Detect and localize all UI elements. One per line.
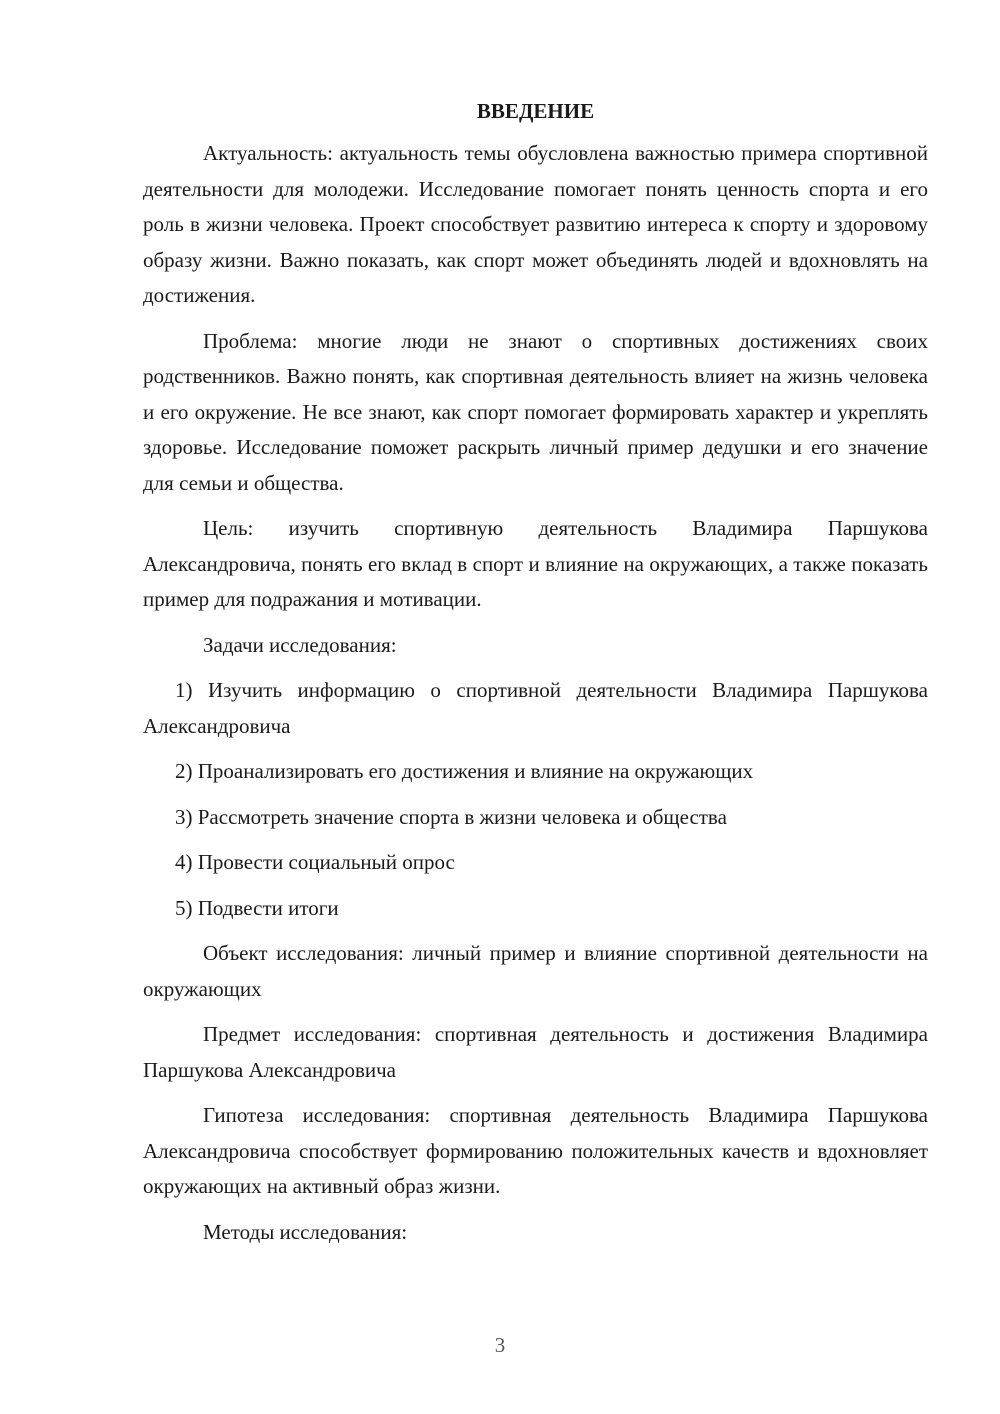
subject-paragraph: Предмет исследования: спортивная деятельность и достижения Владимира Паршукова Александровича <box>143 1022 928 1082</box>
relevance-paragraph: Актуальность: актуальность темы обусловлена важностью примера спортивной деятельности для молодежи. Исследование помогает понять ценность спорта и его роль в жизни человека. Проект способствует развитию интереса к спорту и здоровому образу жизни. Важно показать, как спорт может объединять людей и вдохновлять на достижения. <box>143 141 928 307</box>
hypothesis-paragraph: Гипотеза исследования: спортивная деятельность Владимира Паршукова Александровича способствует формированию положительных качеств и вдохновляет окружающих на активный образ жизни. <box>143 1103 928 1198</box>
page-number: 3 <box>494 1333 506 1357</box>
document-page <box>143 96 928 1260</box>
methods-heading: Методы исследования: <box>203 1219 408 1244</box>
task-item-4: 4) Провести социальный опрос <box>175 850 455 874</box>
problem-paragraph: Проблема: многие люди не знают о спортивных достижениях своих родственников. Важно понять, как спортивная деятельность влияет на жизнь человека и его окружение. Не все знают, как спорт помогает формировать характер и укреплять здоровье. Исследование поможет раскрыть личный пример дедушки и его значение для семьи и общества. <box>143 328 928 495</box>
section-title: ВВЕДЕНИЕ <box>476 99 595 123</box>
task-item-1: 1) Изучить информацию о спортивной деятельности Владимира Паршукова Александровича <box>143 678 928 738</box>
tasks-heading: Задачи исследования: <box>203 632 397 657</box>
task-item-3: 3) Рассмотреть значение спорта в жизни человека и общества <box>175 804 727 829</box>
task-item-2: 2) Проанализировать его достижения и влияние на окружающих <box>175 759 754 783</box>
object-paragraph: Объект исследования: личный пример и влияние спортивной деятельности на окружающих <box>143 941 928 1001</box>
task-item-5: 5) Подвести итоги <box>175 895 339 920</box>
goal-paragraph: Цель: изучить спортивную деятельность Владимира Паршукова Александровича, понять его вклад в спорт и влияние на окружающих, а также показать пример для подражания и мотивации. <box>143 516 928 611</box>
